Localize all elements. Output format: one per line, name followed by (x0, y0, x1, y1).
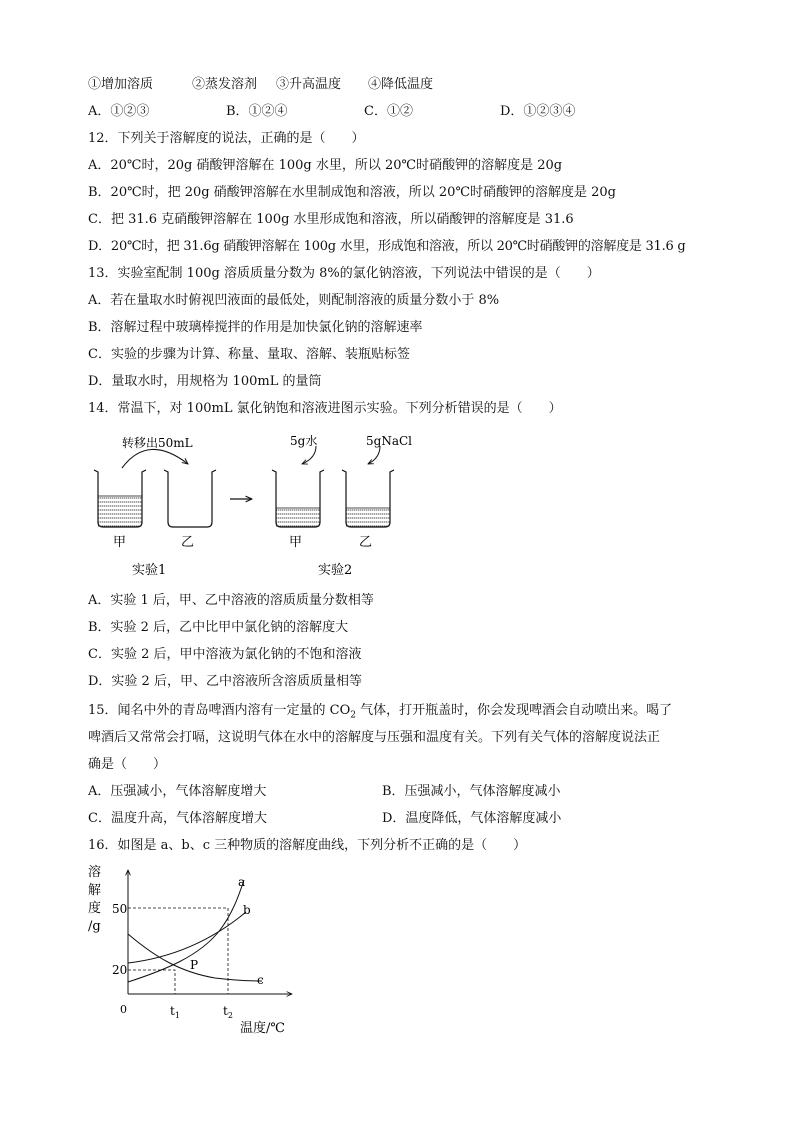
beaker-jia-exp1 (94, 470, 146, 527)
add-water-label: 5g水 (290, 434, 318, 448)
q13-option-b: B．溶解过程中玻璃棒搅拌的作用是加快氯化钠的溶解速率 (88, 320, 423, 335)
q14-experiment-figure (80, 428, 480, 588)
add-water-arrow (302, 446, 316, 464)
q15-stem-line2: 啤酒后又常常会打嗝，这说明气体在水中的溶解度与压强和温度有关。下列有关气体的溶解度说法正 (88, 730, 661, 745)
q15-stem-line3: 确是（ ） (88, 757, 167, 772)
solubility-chart (80, 862, 320, 1042)
x-tick-t1 (170, 1004, 180, 1020)
y-axis-label-char-3: 度 (88, 901, 102, 916)
q13-option-d: D．量取水时，用规格为 100mL 的量筒 (88, 374, 322, 389)
q12-option-b: B．20℃时，把 20g 硝酸钾溶解在水里制成饱和溶液，所以 20℃时硝酸钾的溶解度是 20g (88, 185, 616, 200)
q15-stem-line1 (88, 702, 672, 725)
series-b-label: b (243, 903, 251, 917)
experiment-2-label: 实验2 (318, 563, 353, 578)
q12-option-c: C．把 31.6 克硝酸钾溶解在 100g 水里形成饱和溶液，所以硝酸钾的溶解度是 31.6 (88, 212, 574, 227)
y-tick-50: 50 (112, 902, 128, 916)
q11-method-4: ④降低温度 (368, 77, 434, 92)
q14-option-a: A．实验 1 后，甲、乙中溶液的溶质质量分数相等 (88, 593, 374, 608)
beaker-yi-exp2 (342, 470, 394, 527)
label-yi-exp1: 乙 (181, 535, 195, 550)
y-axis-label-char-2: 解 (88, 883, 102, 898)
beaker-yi-exp1 (164, 470, 216, 527)
q14-option-c: C．实验 2 后，甲中溶液为氯化钠的不饱和溶液 (88, 647, 362, 662)
q15-option-b: B．压强减小，气体溶解度减小 (382, 784, 561, 799)
series-a-label: a (238, 875, 246, 889)
q13-option-c: C．实验的步骤为计算、称量、量取、溶解、装瓶贴标签 (88, 347, 410, 362)
q12-stem: 12．下列关于溶解度的说法，正确的是（ ） (88, 131, 365, 146)
add-nacl-arrow (368, 446, 380, 464)
q15-option-c: C．温度升高，气体溶解度增大 (88, 811, 267, 826)
add-nacl-label: 5gNaCl (366, 434, 412, 448)
q11-option-d: D．①②③④ (500, 104, 576, 119)
q13-stem: 13．实验室配制 100g 溶质质量分数为 8%的氯化钠溶液，下列说法中错误的是（ ） (88, 266, 600, 281)
series-c-label: c (257, 973, 264, 987)
label-jia-exp1: 甲 (113, 535, 127, 550)
q11-method-1: ①增加溶质 (88, 77, 154, 92)
transfer-arrow (122, 449, 188, 468)
q15-option-d: D．温度降低，气体溶解度减小 (382, 811, 562, 826)
x-tick-t2 (223, 1004, 233, 1020)
label-jia-exp2: 甲 (289, 535, 303, 550)
label-yi-exp2: 乙 (359, 535, 373, 550)
q15-option-a: A．压强减小，气体溶解度增大 (88, 784, 267, 799)
q11-option-a: A．①②③ (88, 104, 150, 119)
q11-option-c: C．①② (364, 104, 413, 119)
q15-stem-line1-a: 15．闻名中外的青岛啤酒内溶有一定量的 CO (88, 703, 351, 718)
y-axis-label-char-4: /g (88, 919, 101, 934)
beaker-jia-exp2 (272, 470, 324, 527)
x-tick-t1-main: t (170, 1004, 175, 1018)
curve-a (128, 880, 244, 982)
q13-option-a: A．若在量取水时俯视凹液面的最低处，则配制溶液的质量分数小于 8% (88, 293, 500, 308)
transfer-label: 转移出50mL (122, 436, 193, 450)
q14-option-b: B．实验 2 后，乙中比甲中氯化钠的溶解度大 (88, 620, 349, 635)
x-tick-t1-sub: 1 (174, 1011, 180, 1020)
q15-stem-line1-b: 气体，打开瓶盖时，你会发现啤酒会自动喷出来。喝了 (356, 703, 673, 718)
x-tick-t2-main: t (223, 1004, 228, 1018)
y-tick-20: 20 (112, 963, 128, 977)
q11-option-b: B．①②④ (226, 104, 288, 119)
q11-method-3: ③升高温度 (276, 77, 342, 92)
q12-option-a: A．20℃时，20g 硝酸钾溶解在 100g 水里，所以 20℃时硝酸钾的溶解度是 20g (88, 158, 563, 173)
x-tick-t2-sub: 2 (227, 1011, 233, 1020)
x-axis-label: 温度/℃ (240, 1021, 285, 1036)
point-p-label: P (190, 958, 199, 972)
q14-stem: 14．常温下，对 100mL 氯化钠饱和溶液进图示实验。下列分析错误的是（ ） (88, 401, 562, 416)
x-tick-0: 0 (120, 1003, 127, 1016)
q16-stem: 16．如图是 a、b、c 三种物质的溶解度曲线，下列分析不正确的是（ ） (88, 838, 527, 853)
q11-method-2: ②蒸发溶剂 (192, 77, 258, 92)
y-axis-label-char-1: 溶 (88, 865, 102, 880)
q12-option-d: D．20℃时，把 31.6g 硝酸钾溶解在 100g 水里，形成饱和溶液，所以 20℃时硝酸钾的溶解度是 31.6 g (88, 239, 686, 254)
q15-co2-subscript: 2 (350, 710, 357, 721)
q14-option-d: D．实验 2 后，甲、乙中溶液所含溶质质量相等 (88, 674, 362, 689)
experiment-1-label: 实验1 (132, 563, 167, 578)
